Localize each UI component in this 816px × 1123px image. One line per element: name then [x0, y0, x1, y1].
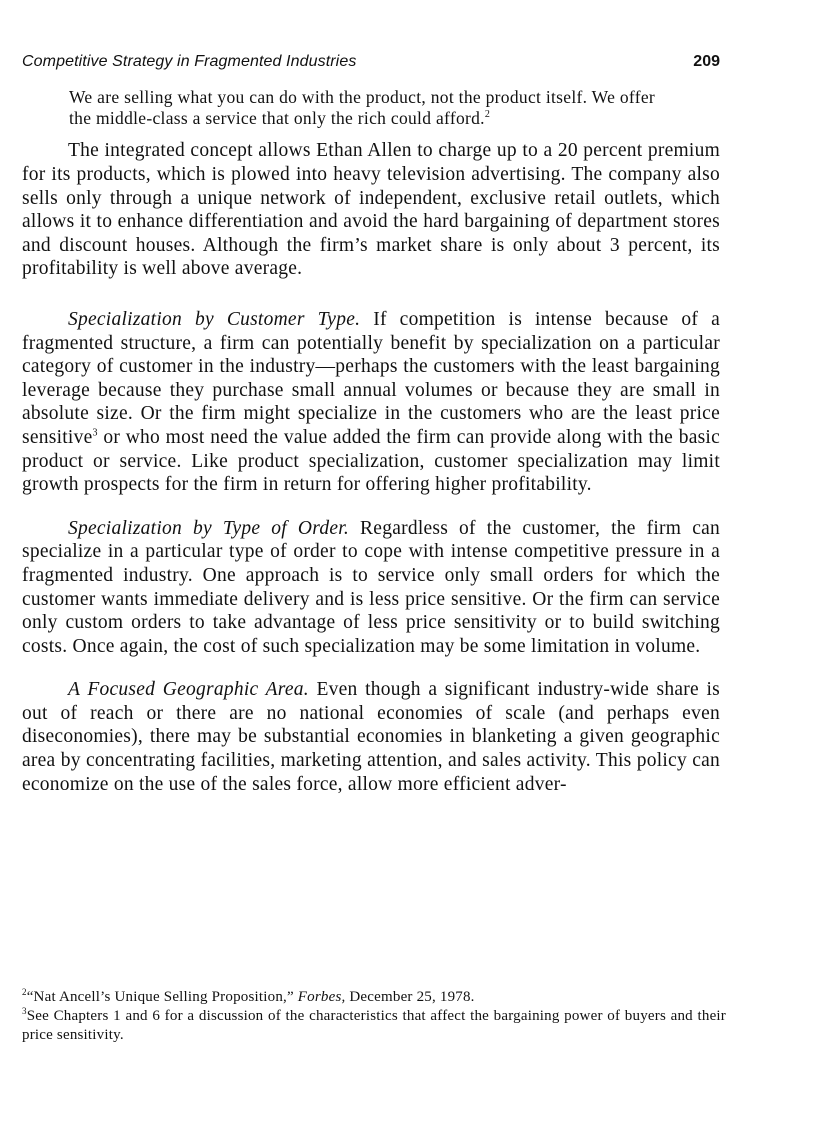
- customer-type-text-b: or who most need the value added the firm can provide along with the basic product or service. Like product specialization, customer specialization may limit growth prospects for the firm in return for offering higher profitability.: [22, 426, 721, 496]
- footnote-2: [22, 988, 726, 1007]
- order-type-text: Regardless of the customer, the firm can specialize in a particular type of order to cope with intense competitive pressure in a fragmented industry. One approach is to service only small orders for which the customer wants immediate delivery and is less price sensitive. Or the firm can service only custom orders to take advantage of less price sensitivity or to build switching costs. Once again, the cost of such specialization may be some limitation in volume.: [22, 517, 720, 657]
- paragraph-order-type: [22, 517, 720, 659]
- geographic-text: Even though a significant industry-wide share is out of reach or there are no national economies of scale (and perhaps even diseconomies), there may be substantial economies in blanketing a given geographic area by concentrating facilities, marketing attention, and sales activity. This policy can economize on the use of the sales force, allow more efficient adver-: [22, 679, 720, 795]
- footnote-marker-3: 3: [22, 1006, 27, 1016]
- body-text: [22, 87, 720, 816]
- footnote-2-publication: Forbes,: [297, 989, 346, 1005]
- footnotes: [22, 988, 726, 1045]
- footnote-ref-3: 3: [92, 427, 98, 439]
- footnote-3: [22, 1007, 726, 1045]
- footnote-2-text-a: “Nat Ancell’s Unique Selling Proposition,”: [26, 989, 294, 1005]
- paragraph-customer-type: [22, 308, 720, 497]
- customer-type-text-a: If competition is intense because of a fragmented structure, a firm can potentially benefit by specialization on a particular category of customer in the industry—perhaps the customers with the least bargaining leverage because they purchase small annual volumes or because they are small in absolute size. Or the firm might specialize in the customers who are the least price sensitive: [22, 308, 720, 448]
- section-heading-customer-type: Specialization by Customer Type.: [68, 308, 361, 330]
- page-number: 209: [693, 53, 720, 70]
- running-head: [22, 53, 720, 75]
- block-quote: [69, 87, 676, 129]
- quote-text: We are selling what you can do with the product, not the product itself. We offer the middle-class a service that only the rich could afford.: [69, 87, 656, 129]
- section-heading-geographic: A Focused Geographic Area.: [68, 679, 309, 701]
- footnote-2-text-b: December 25, 1978.: [349, 989, 475, 1005]
- footnote-marker-2: 2: [22, 987, 27, 997]
- footnote-ref-2: 2: [484, 109, 491, 121]
- section-heading-order-type: Specialization by Type of Order.: [68, 517, 350, 539]
- footnote-3-text: See Chapters 1 and 6 for a discussion of the characteristics that affect the bargaining power of buyers and their price sensitivity.: [22, 1008, 726, 1043]
- paragraph-geographic: [22, 678, 720, 796]
- running-title: Competitive Strategy in Fragmented Industries: [22, 53, 357, 70]
- paragraph-ethan-allen: The integrated concept allows Ethan Allen to charge up to a 20 percent premium for its products, which is plowed into heavy television advertising. The company also sells only through a unique network of independent, exclusive retail outlets, which allows it to enhance differentiation and avoid the hard bargaining of department stores and discount houses. Although the firm’s market share is only about 3 percent, its profitability is well above average.: [22, 140, 720, 280]
